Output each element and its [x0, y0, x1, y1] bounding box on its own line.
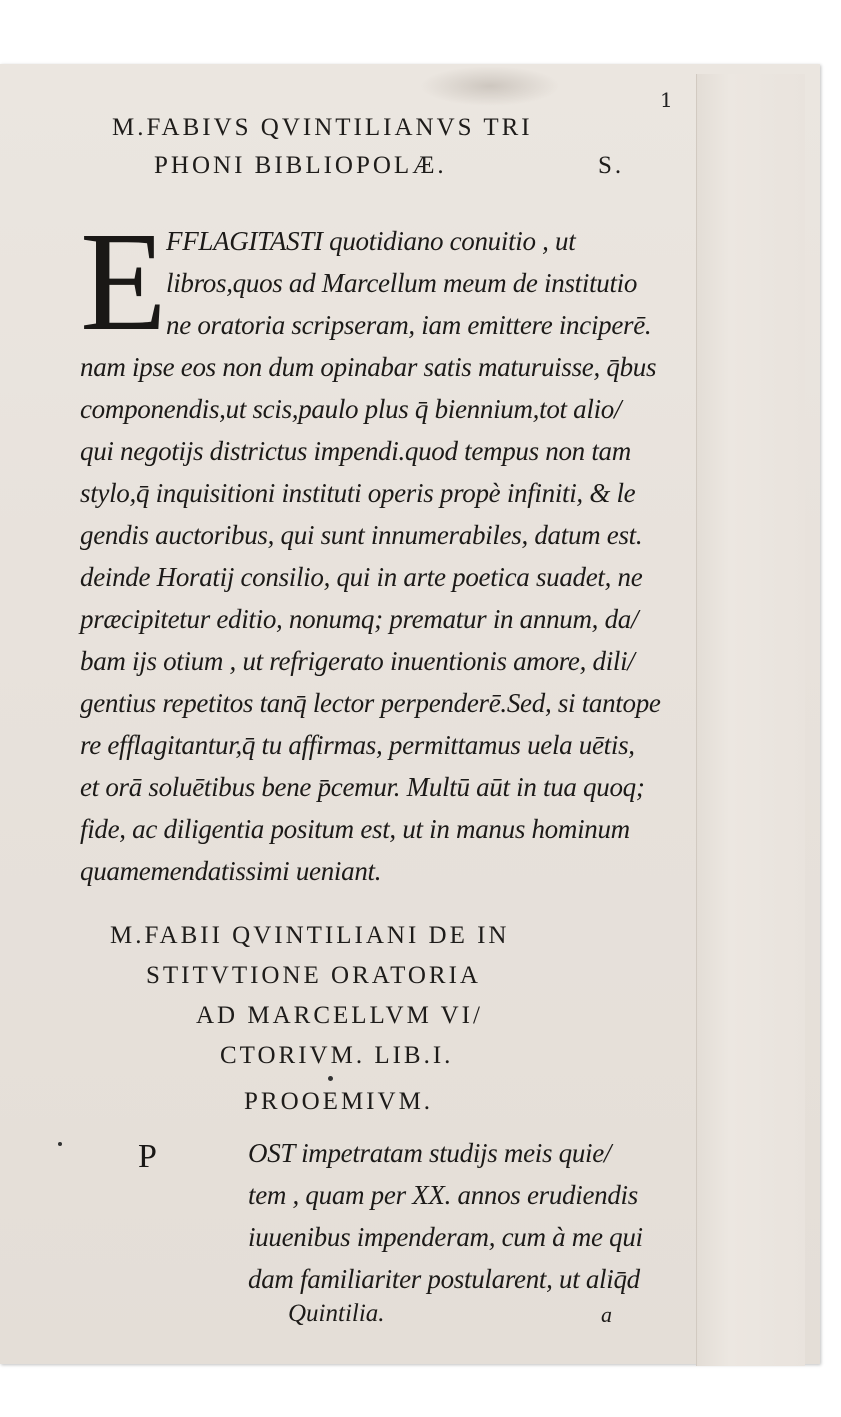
page-edge-strip: [696, 74, 805, 1366]
letter-line: quamemendatissimi ueniant.: [80, 856, 382, 886]
letter-line: deinde Horatij consilio, qui in arte poetica suadet, ne: [80, 562, 643, 592]
proem-initial: P: [138, 1138, 157, 1175]
letter-line: qui negotijs districtus impendi.quod tempus non tam: [80, 436, 631, 466]
letter-line: nam ipse eos non dum opinabar satis maturuisse, q̄bus: [80, 352, 657, 382]
letter-line: bam ijs otium , ut refrigerato inuentionis amore, dili/: [80, 646, 635, 676]
letter-line: re efflagitantur,q̄ tu affirmas, permittamus uela uētis,: [80, 730, 635, 760]
letter-line: et orā soluētibus bene p̄cemur. Multū aūt in tua quoq;: [80, 772, 645, 802]
letter-line: stylo,q̄ inquisitioni instituti operis propè infiniti, & le: [80, 478, 636, 508]
proem-line: dam familiariter postularent, ut aliq̄d: [248, 1264, 640, 1294]
proem-line: iuuenibus impenderam, cum à me qui: [248, 1222, 643, 1252]
letter-line: gentius repetitos tanq̄ lector perpenderē.Sed, si tantope: [80, 688, 661, 718]
title-line-3: AD MARCELLVM VI/: [196, 1002, 483, 1029]
title-line-1: M.FABII QVINTILIANI DE IN: [110, 922, 510, 949]
letter-line: componendis,ut scis,paulo plus q̄ biennium,tot alio/: [80, 394, 622, 424]
letter-line: præcipitetur editio, nonumq; prematur in annum, da/: [80, 604, 639, 634]
heading-salutation: S.: [598, 152, 625, 179]
proem-line: OST impetratam studijs meis quie/: [248, 1138, 612, 1168]
heading-line-2: PHONI BIBLIOPOLÆ.: [154, 152, 447, 179]
drop-cap-initial: E: [80, 202, 167, 360]
ornament-dot: [328, 1076, 333, 1081]
proem-line: tem , quam per XX. annos erudiendis: [248, 1180, 638, 1210]
letter-line: libros,quos ad Marcellum meum de institutio: [166, 268, 638, 298]
title-line-4: CTORIVM. LIB.I.: [220, 1042, 454, 1069]
margin-mark: [58, 1142, 62, 1146]
catchword: Quintilia.: [288, 1300, 385, 1327]
signature-mark: a: [601, 1302, 612, 1327]
letter-line: fide, ac diligentia positum est, ut in manus hominum: [80, 814, 630, 844]
paper-stain: [420, 66, 560, 106]
letter-line: gendis auctoribus, qui sunt innumerabiles, datum est.: [80, 520, 643, 550]
letter-line: ne oratoria scripseram, iam emittere inciperē.: [166, 310, 652, 340]
proem-heading: PROOEMIVM.: [244, 1088, 434, 1115]
title-line-2: STITVTIONE ORATORIA: [146, 962, 481, 989]
page-number: 1: [660, 88, 673, 112]
heading-line-1: M.FABIVS QVINTILIANVS TRI: [112, 114, 533, 141]
letter-line: FFLAGITASTI quotidiano conuitio , ut: [166, 226, 576, 256]
